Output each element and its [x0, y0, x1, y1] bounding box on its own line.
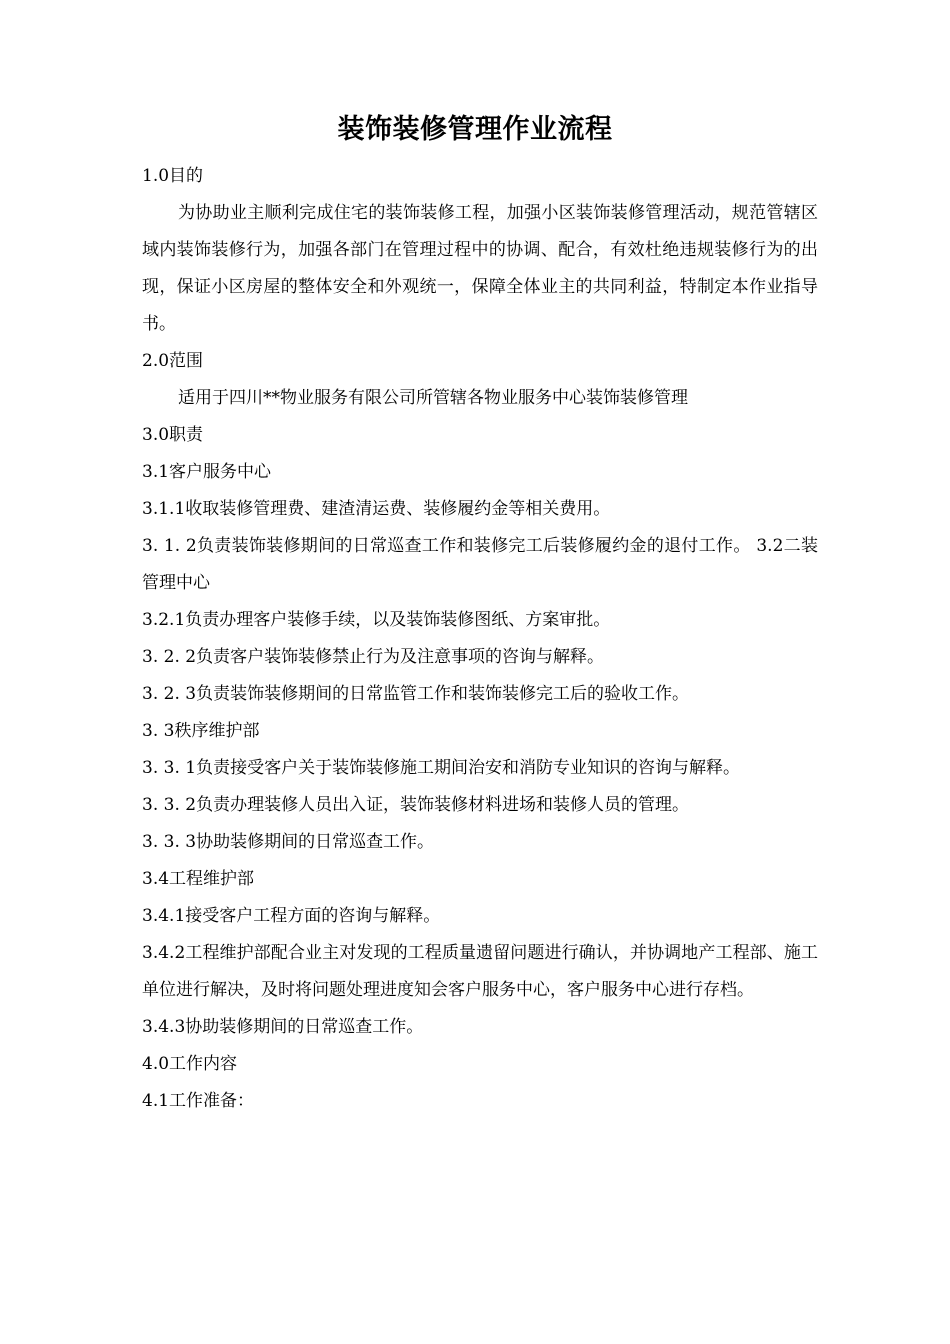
paragraph: 3.4工程维护部 — [142, 869, 255, 889]
paragraph: 为协助业主顺利完成住宅的装饰装修工程，加强小区装饰装修管理活动，规范管辖区域内装饰装修行为，加强各部门在管理过程中的协调、配合，有效杜绝违规装修行为的出现，保证小区房屋的整体安全和外观统一，保障全体业主的共同利益，特制定本作业指导书。 — [142, 203, 818, 334]
paragraph: 3.4.2工程维护部配合业主对发现的工程质量遗留问题进行确认，并协调地产工程部、施工单位进行解决，及时将问题处理进度知会客户服务中心，客户服务中心进行存档。 — [142, 943, 818, 1000]
paragraph: 3. 3秩序维护部 — [142, 721, 260, 741]
paragraph: 1.0目的 — [142, 166, 204, 186]
paragraph: 适用于四川**物业服务有限公司所管辖各物业服务中心装饰装修管理 — [178, 388, 688, 408]
paragraph: 3. 3. 1负责接受客户关于装饰装修施工期间治安和消防专业知识的咨询与解释。 — [142, 758, 741, 778]
paragraph: 3.4.3协助装修期间的日常巡查工作。 — [142, 1017, 424, 1037]
paragraph: 2.0范围 — [142, 351, 204, 371]
paragraph: 4.1工作准备： — [142, 1091, 255, 1111]
paragraph: 3.1客户服务中心 — [142, 462, 272, 482]
paragraph: 3. 3. 2负责办理装修人员出入证，装饰装修材料进场和装修人员的管理。 — [142, 795, 690, 815]
paragraph: 4.0工作内容 — [142, 1054, 238, 1074]
paragraph: 3. 3. 3协助装修期间的日常巡查工作。 — [142, 832, 435, 852]
paragraph: 3. 2. 3负责装饰装修期间的日常监管工作和装饰装修完工后的验收工作。 — [142, 684, 690, 704]
document-body — [142, 158, 818, 1120]
document-title: 装饰装修管理作业流程 — [337, 114, 613, 145]
paragraph: 3.1.1收取装修管理费、建渣清运费、装修履约金等相关费用。 — [142, 499, 611, 519]
paragraph: 3.2.1负责办理客户装修手续，以及装饰装修图纸、方案审批。 — [142, 610, 611, 630]
paragraph: 3. 1. 2负责装饰装修期间的日常巡查工作和装修完工后装修履约金的退付工作。 3.2二装管理中心 — [142, 536, 818, 593]
paragraph: 3.4.1接受客户工程方面的咨询与解释。 — [142, 906, 441, 926]
paragraph: 3.0职责 — [142, 425, 204, 445]
paragraph: 3. 2. 2负责客户装饰装修禁止行为及注意事项的咨询与解释。 — [142, 647, 605, 667]
